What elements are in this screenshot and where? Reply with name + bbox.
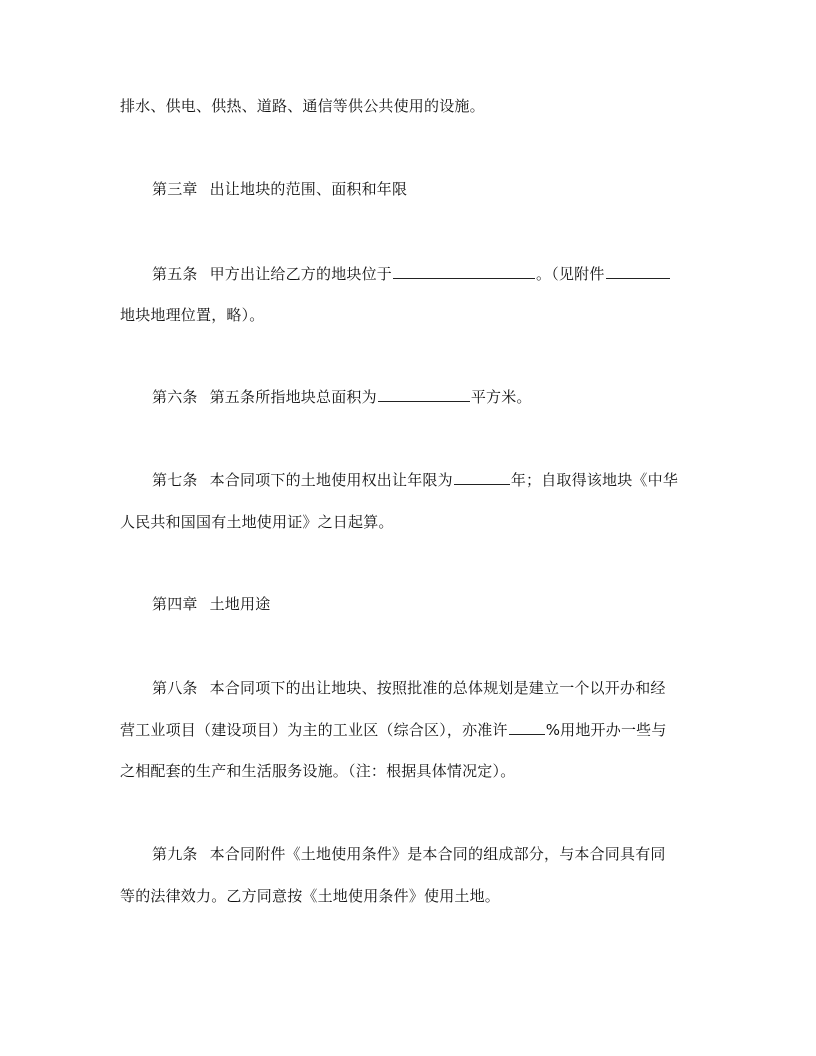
article-7-line-1 xyxy=(152,470,678,490)
body-text: 之相配套的生产和生活服务设施。（注：根据具体情况定）。 xyxy=(120,762,516,780)
chapter-label: 第四章 xyxy=(152,595,198,613)
chapter-label: 第三章 xyxy=(152,180,198,198)
body-text: 人民共和国国有土地使用证》之日起算。 xyxy=(120,513,394,531)
chapter-heading xyxy=(152,179,407,199)
body-text: 排水、供电、供热、道路、通信等供公共使用的设施。 xyxy=(120,97,485,115)
article-7-line-2 xyxy=(120,512,394,532)
chapter-heading xyxy=(152,594,270,614)
article-label: 第五条 xyxy=(152,265,198,283)
article-6 xyxy=(152,387,532,407)
article-label: 第六条 xyxy=(152,388,198,406)
article-5-line-2 xyxy=(120,305,265,325)
article-8-line-1 xyxy=(152,678,666,698)
article-8-line-2 xyxy=(120,720,667,740)
chapter-title: 土地用途 xyxy=(209,595,271,613)
article-9-line-1 xyxy=(152,844,666,864)
body-text: %用地开办一些与 xyxy=(545,721,667,739)
body-text: 地块地理位置，略）。 xyxy=(120,306,265,324)
body-text: 等的法律效力。乙方同意按《土地使用条件》使用土地。 xyxy=(120,887,501,905)
fill-in-blank[interactable] xyxy=(393,264,535,279)
article-label: 第九条 xyxy=(152,845,198,863)
body-text: 甲方出让给乙方的地块位于 xyxy=(209,265,393,283)
fill-in-blank[interactable] xyxy=(509,720,545,735)
article-9-line-2 xyxy=(120,886,500,906)
body-text: 本合同项下的出让地块、按照批准的总体规划是建立一个以开办和经 xyxy=(209,679,666,697)
fill-in-blank[interactable] xyxy=(606,264,670,279)
fill-in-blank[interactable] xyxy=(454,470,510,485)
article-8-line-3 xyxy=(120,761,515,781)
chapter-title: 出让地块的范围、面积和年限 xyxy=(209,180,408,198)
paragraph-line xyxy=(120,96,485,116)
article-label: 第七条 xyxy=(152,471,198,489)
body-text: 年；自取得该地块《中华 xyxy=(510,471,679,489)
body-text: 。（见附件 xyxy=(536,265,605,283)
article-label: 第八条 xyxy=(152,679,198,697)
body-text: 第五条所指地块总面积为 xyxy=(209,388,377,406)
body-text: 营工业项目（建设项目）为主的工业区（综合区），亦准许 xyxy=(120,721,508,739)
fill-in-blank[interactable] xyxy=(378,387,470,402)
body-text: 本合同附件《土地使用条件》是本合同的组成部分，与本合同具有同 xyxy=(209,845,666,863)
body-text: 本合同项下的土地使用权出让年限为 xyxy=(209,471,453,489)
body-text: 平方米。 xyxy=(470,388,532,406)
article-5-line-1 xyxy=(152,264,671,284)
